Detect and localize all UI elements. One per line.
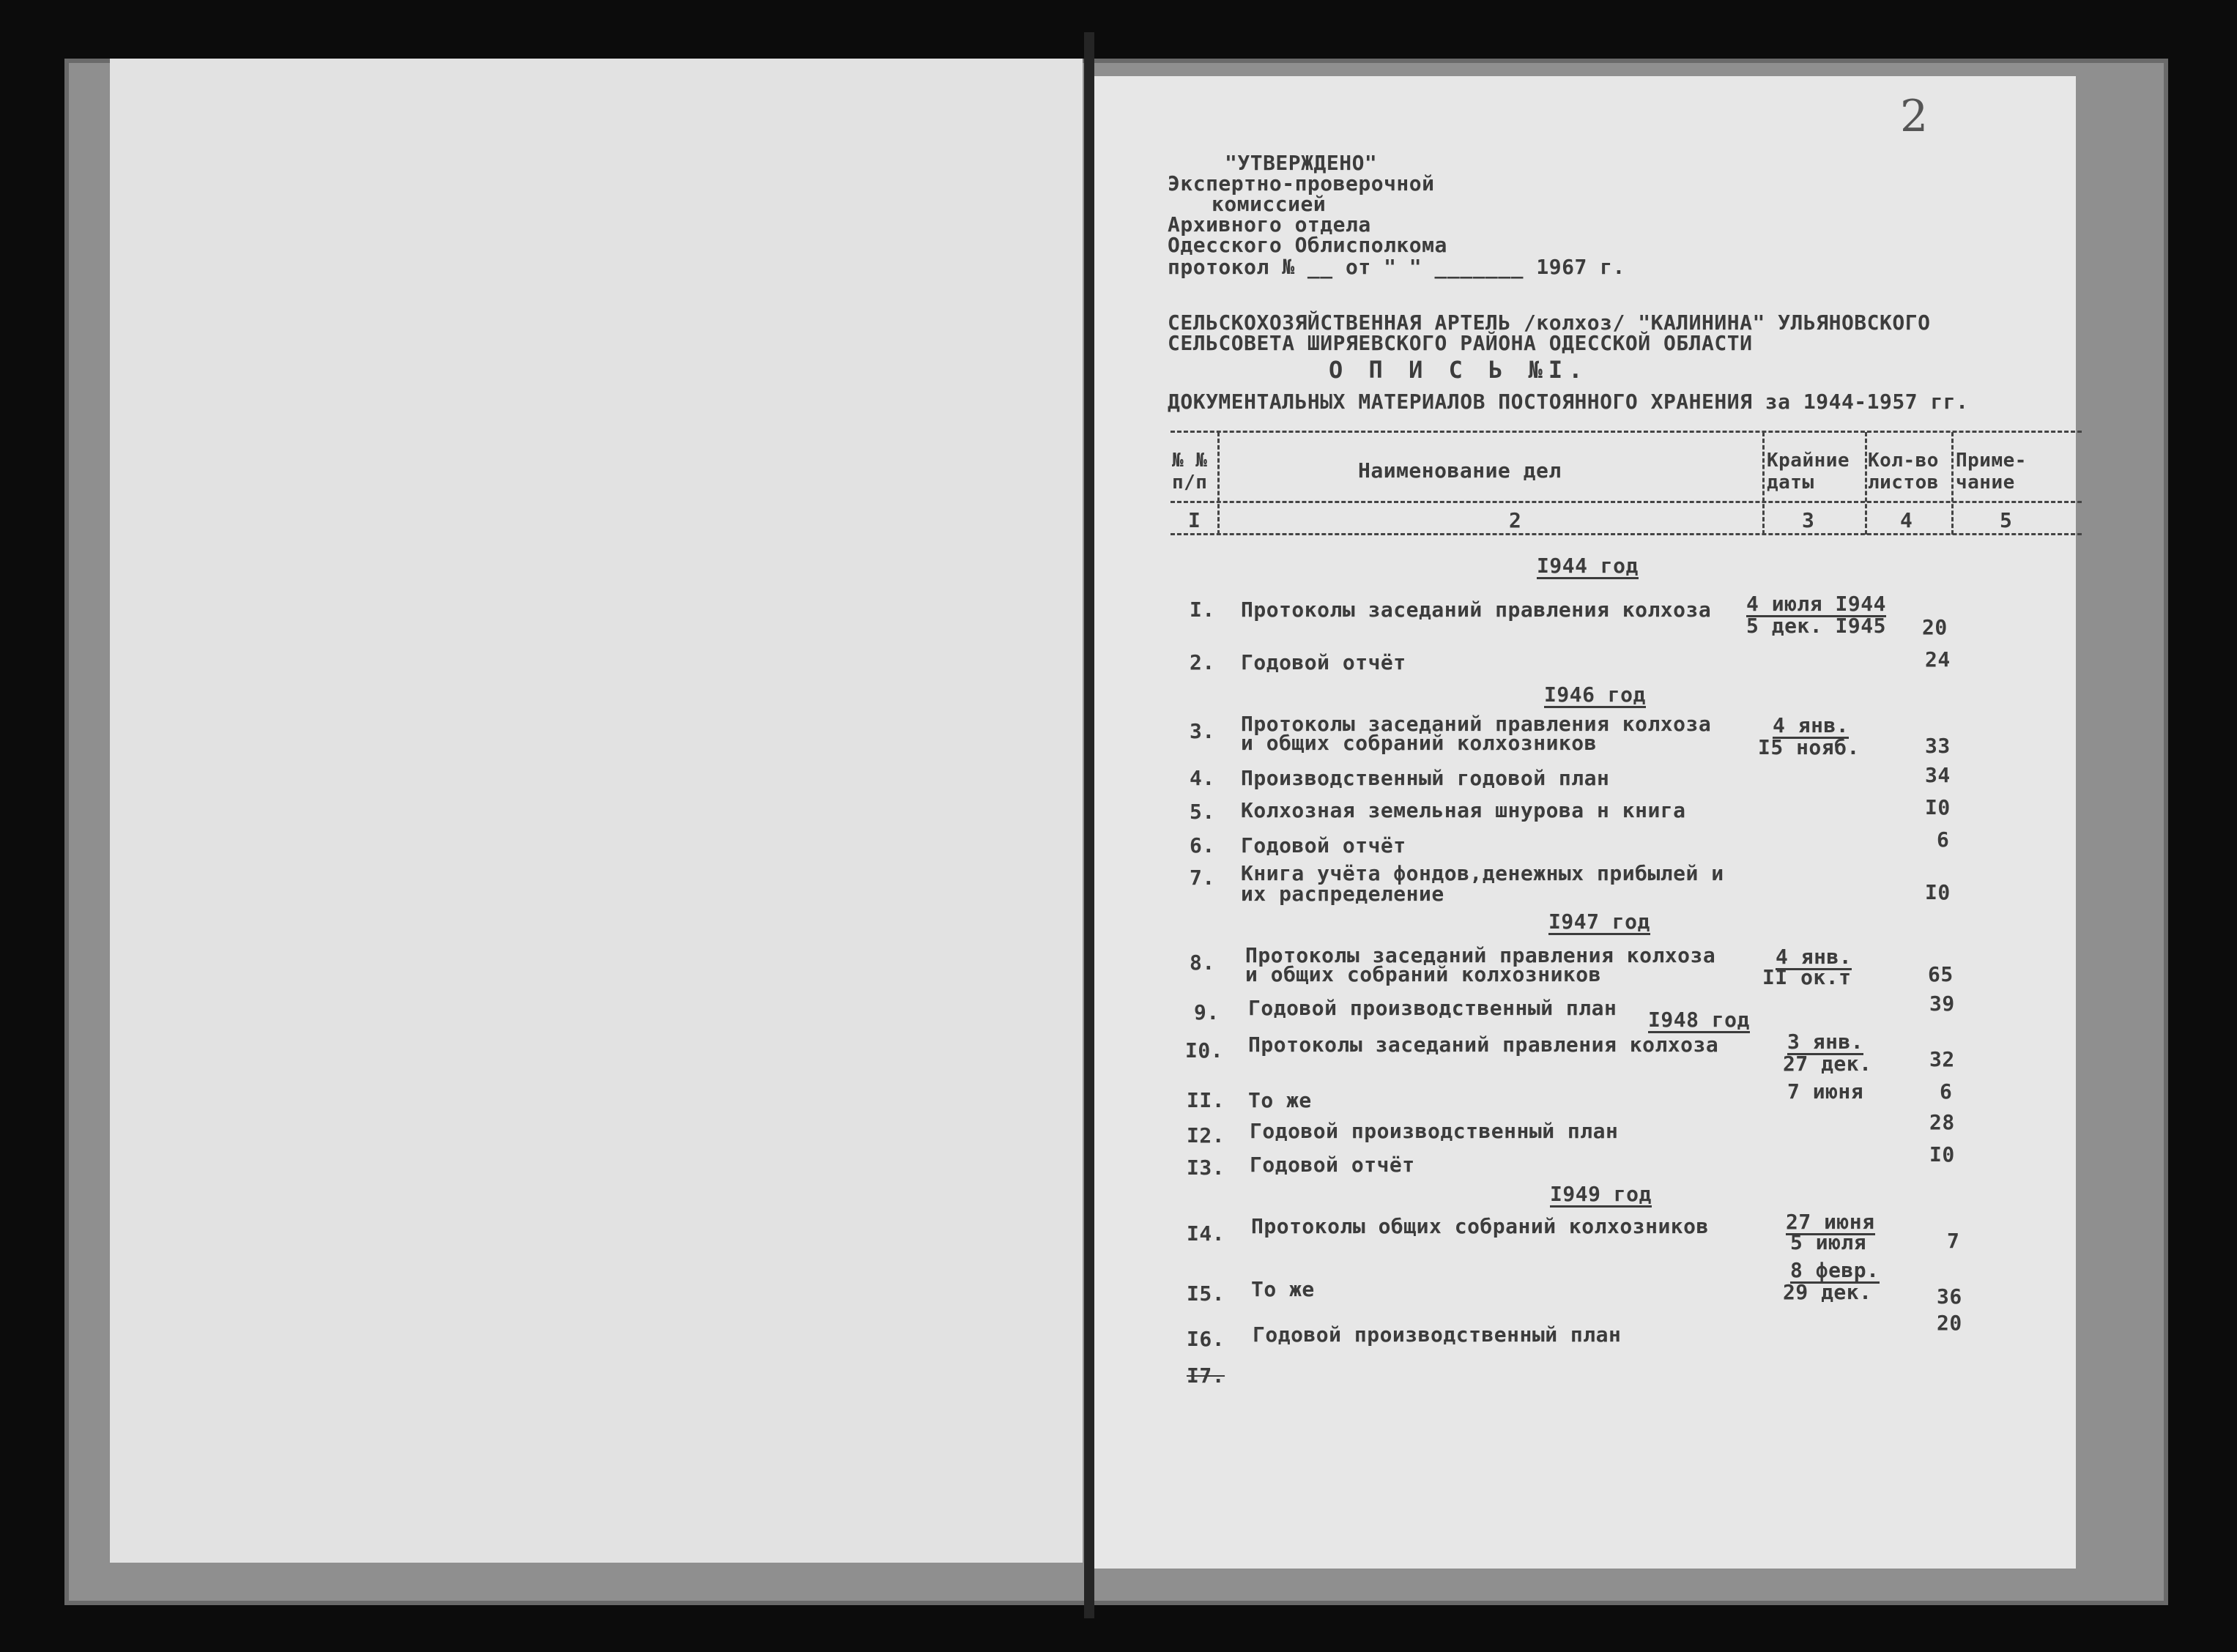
row-sheets: 24 — [1925, 647, 1951, 671]
row-sheets: 28 — [1929, 1110, 1955, 1134]
row-title: Протоколы заседаний правления колхоза — [1241, 598, 1712, 622]
table-rule — [1171, 533, 2082, 535]
row-sheets: 20 — [1922, 615, 1948, 639]
row-title: Годовой производственный план — [1248, 996, 1617, 1020]
row-sheets: 6 — [1940, 1079, 1953, 1104]
row-title: Протоколы заседаний правления колхоза — [1248, 1032, 1719, 1057]
organization-line: СЕЛЬСОВЕТА ШИРЯЕВСКОГО РАЙОНА ОДЕССКОЙ ОБЛАСТИ — [1168, 331, 1753, 355]
row-title: Годовой производственный план — [1253, 1322, 1622, 1347]
col-number-label: I — [1188, 508, 1201, 532]
row-date-start: 4 янв. — [1776, 945, 1852, 969]
row-title: Книга учёта фондов,денежных прибылей и — [1241, 861, 1724, 885]
col-number-label: 5 — [2000, 508, 2013, 532]
row-number: 6. — [1190, 833, 1215, 857]
approval-line: Архивного отдела — [1168, 212, 1371, 237]
row-date-end: 5 июля — [1790, 1230, 1867, 1254]
row-number: I4. — [1187, 1221, 1225, 1246]
row-sheets: 65 — [1928, 962, 1954, 986]
col-header-title: Наименование дел — [1358, 458, 1562, 483]
row-number: I0. — [1185, 1038, 1224, 1063]
row-number-struck: I7. — [1187, 1363, 1225, 1388]
row-date-start: 3 янв. — [1787, 1030, 1864, 1054]
row-date: 7 июня — [1787, 1079, 1864, 1104]
row-title: Годовой отчёт — [1250, 1153, 1415, 1177]
blank-left-page — [110, 59, 1083, 1563]
row-title: Протоколы общих собраний колхозников — [1251, 1214, 1709, 1238]
row-title: Колхозная земельная шнурова н книга — [1241, 798, 1686, 822]
row-title-continued: и общих собраний колхозников — [1245, 962, 1602, 986]
row-date-end: 5 дек. I945 — [1746, 614, 1886, 638]
row-date-start: 4 июля I944 — [1746, 592, 1886, 616]
col-header-note: Приме- чание — [1956, 450, 2027, 494]
col-header-dates: Крайние даты — [1767, 450, 1850, 494]
handwritten-page-number: 2 — [1900, 91, 1929, 142]
row-sheets: 39 — [1929, 991, 1955, 1016]
row-date-end: 29 дек. — [1783, 1280, 1872, 1304]
col-number-label: 3 — [1802, 508, 1815, 532]
year-heading: I944 год — [1537, 554, 1639, 578]
year-heading: I946 год — [1544, 682, 1646, 707]
row-title: То же — [1251, 1277, 1315, 1301]
row-number: I. — [1190, 598, 1215, 622]
year-heading: I948 год — [1648, 1008, 1750, 1032]
row-sheets: 36 — [1937, 1284, 1962, 1309]
row-sheets: 7 — [1947, 1229, 1960, 1253]
row-sheets: 6 — [1937, 827, 1950, 852]
row-date-start: 27 июня — [1786, 1210, 1875, 1234]
year-heading: I949 год — [1550, 1182, 1652, 1206]
approval-protocol-line: протокол № __ от " " _______ 1967 г. — [1168, 255, 1625, 279]
approval-line: Экспертно-проверочной — [1168, 171, 1435, 196]
row-sheets: I0 — [1925, 880, 1951, 904]
row-date-end: II ок.т — [1762, 965, 1852, 989]
row-number: I2. — [1187, 1123, 1225, 1147]
approval-line: Одесского Облисполкома — [1168, 233, 1447, 257]
table-rule — [1171, 501, 2082, 503]
inventory-page — [1094, 76, 2076, 1569]
row-number: 3. — [1190, 719, 1215, 743]
row-number: 9. — [1194, 1000, 1220, 1024]
row-title: Годовой отчёт — [1241, 833, 1406, 857]
approval-line: "УТВЕРЖДЕНО" — [1225, 151, 1378, 175]
approval-line: комиссией — [1212, 192, 1327, 216]
row-number: I3. — [1187, 1156, 1225, 1180]
row-number: 4. — [1190, 766, 1215, 790]
row-date-start: 8 февр. — [1790, 1258, 1880, 1282]
row-sheets: 20 — [1937, 1311, 1962, 1335]
row-title: Протоколы заседаний правления колхоза — [1241, 712, 1712, 736]
row-title: Годовой отчёт — [1241, 650, 1406, 674]
table-column-rule — [1217, 432, 1220, 535]
row-title: Протоколы заседаний правления колхоза — [1245, 943, 1716, 967]
row-sheets: 33 — [1925, 734, 1951, 758]
row-date-end: 27 дек. — [1783, 1052, 1872, 1076]
col-number-label: 2 — [1509, 508, 1522, 532]
row-sheets: 34 — [1925, 763, 1951, 787]
row-title-continued: их распределение — [1241, 882, 1444, 906]
row-number: II. — [1187, 1088, 1225, 1112]
row-number: I6. — [1187, 1327, 1225, 1351]
row-title: Годовой производственный план — [1250, 1119, 1619, 1143]
row-number: 2. — [1190, 650, 1215, 674]
inventory-subtitle: ДОКУМЕНТАЛЬНЫХ МАТЕРИАЛОВ ПОСТОЯННОГО ХРАНЕНИЯ за 1944-1957 гг. — [1168, 390, 1969, 414]
year-heading: I947 год — [1548, 909, 1650, 934]
inventory-title: О П И С Ь №I. — [1329, 356, 1589, 384]
row-sheets: 32 — [1929, 1047, 1955, 1071]
row-date-end: I5 нояб. — [1758, 735, 1860, 759]
col-header-sheets: Кол-во листов — [1868, 450, 1939, 494]
col-number-label: 4 — [1900, 508, 1913, 532]
row-number: 5. — [1190, 800, 1215, 824]
row-date-start: 4 янв. — [1773, 713, 1850, 737]
book-spine — [1084, 32, 1094, 1618]
row-sheets: I0 — [1929, 1142, 1955, 1167]
row-title: То же — [1248, 1088, 1312, 1112]
row-number: 8. — [1190, 950, 1215, 975]
row-title: Производственный годовой план — [1241, 766, 1610, 790]
organization-line: СЕЛЬСКОХОЗЯЙСТВЕННАЯ АРТЕЛЬ /колхоз/ "КАЛИНИНА" УЛЬЯНОВСКОГО — [1168, 310, 1931, 335]
col-header-number: № № п/п — [1172, 450, 1208, 494]
row-sheets: I0 — [1925, 795, 1951, 819]
row-number: I5. — [1187, 1281, 1225, 1306]
table-column-rule — [1951, 432, 1954, 535]
table-column-rule — [1762, 432, 1765, 535]
table-rule — [1171, 431, 2082, 433]
table-column-rule — [1865, 432, 1867, 535]
row-title-continued: и общих собраний колхозников — [1241, 731, 1598, 755]
row-number: 7. — [1190, 866, 1215, 890]
